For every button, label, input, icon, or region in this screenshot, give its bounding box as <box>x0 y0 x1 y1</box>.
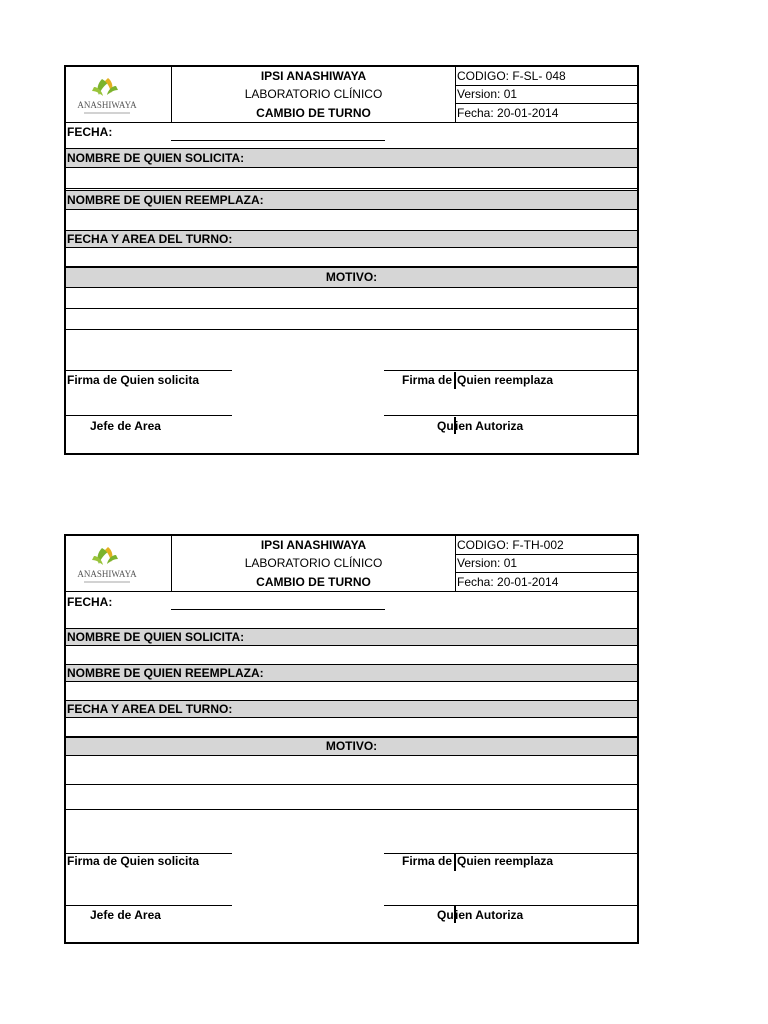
signature-line-supervisor[interactable] <box>66 905 232 906</box>
authorizer-signature-prefix: Qu <box>437 908 454 922</box>
header-divider <box>455 536 456 591</box>
replacement-signature-label: Quien reemplaza <box>457 373 554 387</box>
replacement-signature-prefix: Firma de <box>402 373 453 387</box>
form-version: Version: 01 <box>457 556 518 570</box>
shift-change-form-1 <box>64 65 639 455</box>
company-name: IPSI ANASHIWAYA <box>260 69 367 83</box>
form-title: CAMBIO DE TURNO <box>256 575 371 589</box>
reason-line[interactable] <box>66 784 637 785</box>
replacement-band <box>66 664 637 682</box>
company-logo-icon <box>72 75 142 117</box>
department-name: LABORATORIO CLÍNICO <box>244 87 383 101</box>
logo-wordmark: ANASHIWAYA <box>77 100 137 110</box>
reason-line[interactable] <box>66 809 637 810</box>
replacement-signature-prefix: Firma de <box>402 854 453 868</box>
shift-date-band <box>66 700 637 718</box>
fecha-input-line[interactable] <box>171 140 385 141</box>
shift-change-form-2 <box>64 534 639 944</box>
shift-date-band <box>66 230 637 248</box>
signature-line-requester[interactable] <box>66 370 232 371</box>
fecha-label: FECHA: <box>67 595 113 609</box>
reason-line[interactable] <box>66 329 637 330</box>
form-date: Fecha: 20-01-2014 <box>457 575 559 589</box>
form-code: CODIGO: F-TH-002 <box>457 538 564 552</box>
shift-date-label: FECHA Y AREA DEL TURNO: <box>67 232 233 246</box>
shift-date-label: FECHA Y AREA DEL TURNO: <box>67 702 233 716</box>
logo-wordmark: ANASHIWAYA <box>77 569 137 579</box>
requester-label: NOMBRE DE QUIEN SOLICITA: <box>67 630 245 644</box>
authorizer-signature-prefix: Qu <box>437 419 454 433</box>
company-logo-icon <box>72 544 142 586</box>
form-date: Fecha: 20-01-2014 <box>457 106 559 120</box>
supervisor-signature-label: Jefe de Area <box>90 908 161 922</box>
authorizer-signature-label: ien Autoriza <box>455 419 524 433</box>
company-name: IPSI ANASHIWAYA <box>260 538 367 552</box>
supervisor-signature-label: Jefe de Area <box>90 419 161 433</box>
signature-line-authorizer[interactable] <box>384 905 637 906</box>
requester-label: NOMBRE DE QUIEN SOLICITA: <box>67 151 245 165</box>
requester-band <box>66 148 637 168</box>
header-bottom-line <box>66 591 637 592</box>
replacement-band <box>66 190 637 210</box>
reason-line[interactable] <box>66 308 637 309</box>
signature-line-supervisor[interactable] <box>66 415 232 416</box>
reason-band <box>66 736 637 756</box>
replacement-signature-label: Quien reemplaza <box>457 854 554 868</box>
requester-signature-label: Firma de Quien solicita <box>67 854 200 868</box>
form-version: Version: 01 <box>457 87 518 101</box>
replacement-label: NOMBRE DE QUIEN REEMPLAZA: <box>67 193 264 207</box>
reason-label: MOTIVO: <box>325 270 378 284</box>
requester-signature-label: Firma de Quien solicita <box>67 373 200 387</box>
form-code: CODIGO: F-SL- 048 <box>457 69 566 83</box>
reason-label: MOTIVO: <box>325 739 378 753</box>
fecha-input-line[interactable] <box>171 609 385 610</box>
replacement-label: NOMBRE DE QUIEN REEMPLAZA: <box>67 666 264 680</box>
fecha-label: FECHA: <box>67 125 113 139</box>
department-name: LABORATORIO CLÍNICO <box>244 556 383 570</box>
signature-line-authorizer[interactable] <box>384 415 637 416</box>
header-divider <box>455 67 456 122</box>
form-title: CAMBIO DE TURNO <box>256 106 371 120</box>
signature-line-replacement[interactable] <box>384 370 637 371</box>
reason-band <box>66 266 637 288</box>
header-bottom-line <box>66 122 637 123</box>
authorizer-signature-label: ien Autoriza <box>455 908 524 922</box>
requester-band <box>66 628 637 646</box>
